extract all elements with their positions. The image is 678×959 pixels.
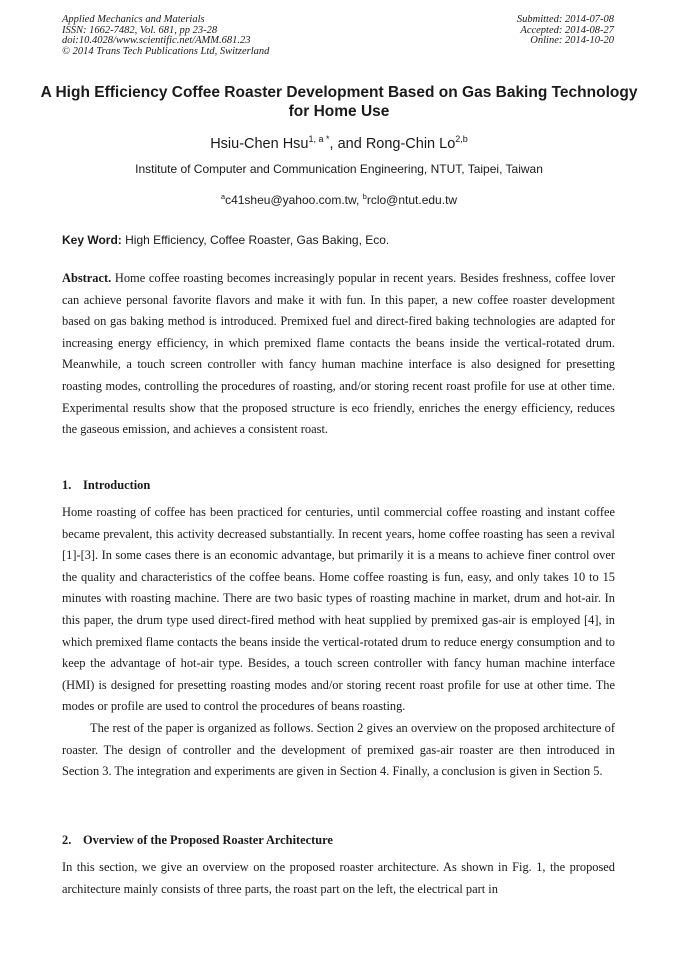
section-title: Overview of the Proposed Roaster Architecture [83, 833, 333, 847]
keywords-label: Key Word: [62, 233, 122, 247]
date-submitted: Submitted: 2014-07-08 [516, 14, 614, 25]
section-body-introduction [62, 502, 615, 783]
paragraph: The rest of the paper is organized as follows. Section 2 gives an overview on the proposed architecture of roaster. The design of controller and the development of premixed gas-air roaster are then introduced in Section 3. The integration and experiments are given in Section 4. Finally, a conclusion is given in Section 5. [62, 720, 615, 779]
journal-issn: ISSN: 1662-7482, Vol. 681, pp 23-28 [62, 24, 218, 36]
section-heading-overview [62, 833, 333, 848]
author-line [0, 130, 678, 153]
journal-name: Applied Mechanics and Materials [62, 14, 205, 25]
abstract-text: Home coffee roasting becomes increasingly popular in recent years. Besides freshness, coffee lover can achieve personal favorite flavors and make it with fun. In this paper, a new coffee roaster development based on gas baking method is introduced. Premixed fuel and direct-fired baking technologies are adapted for increasing energy efficiency, in which premixed flame contacts the beans inside the vertical-rotated drum. Meanwhile, a touch screen controller with fancy human machine interface is also designed for presetting roasting modes, controlling the procedures of roasting, and/or storing recent roast profile for use at other time. Experimental results show that the proposed structure is eco friendly, enriches the energy efficiency, reduces the gaseous emission, and achieves a consistent roast. [62, 271, 615, 437]
section-heading-introduction [62, 478, 150, 493]
journal-doi: doi:10.4028/www.scientific.net/AMM.681.23 [62, 35, 251, 46]
date-online: Online: 2014-10-20 [530, 35, 614, 46]
author-1-marker: 1, a * [308, 134, 330, 144]
author-emails [0, 189, 678, 208]
publication-dates [517, 15, 614, 47]
keywords [62, 233, 622, 248]
author-2-marker: 2,b [455, 134, 468, 144]
abstract-label: Abstract. [62, 271, 112, 285]
section-number: 2. [62, 833, 72, 847]
author-2: Rong-Chin Lo [365, 135, 456, 152]
paragraph: In this section, we give an overview on the proposed roaster architecture. As shown in Fig. 1, the proposed architecture mainly consists of three parts, the roast part on the left, the electrical part in [62, 860, 615, 896]
keywords-text: High Efficiency, Coffee Roaster, Gas Baking, Eco. [121, 233, 390, 247]
section-title: Introduction [83, 478, 151, 492]
section-body-overview [62, 857, 615, 900]
journal-info [62, 15, 269, 57]
email-b-marker: b [362, 192, 367, 201]
affiliation: Institute of Computer and Communication Engineering, NTUT, Taipei, Taiwan [135, 162, 543, 176]
journal-copyright: © 2014 Trans Tech Publications Ltd, Switzerland [62, 45, 270, 57]
section-number: 1. [62, 478, 72, 492]
date-accepted: Accepted: 2014-08-27 [520, 24, 614, 36]
email-a-marker: a [220, 192, 226, 201]
author-separator: , and [329, 135, 366, 152]
email-b: rclo@ntut.edu.tw [366, 193, 458, 207]
author-1: Hsiu-Chen Hsu [210, 135, 309, 152]
abstract [62, 268, 615, 441]
paragraph: Home roasting of coffee has been practiced for centuries, until commercial coffee roasting and instant coffee became prevalent, this activity decreased substantially. In recent years, home coffee roasting has seen a revival [1]-[3]. In some cases there is an economic advantage, but primarily it is a means to achieve finer control over the quality and characteristics of the coffee beans. Home coffee roasting is fun, easy, and only takes 10 to 15 minutes with roasting machine. There are two basic types of roasting machine in market, drum and hot-air. In this paper, the drum type used direct-fired method with heat supplied by premixed gas-air is employed [4], in which premixed flame contacts the beans inside the vertical-rotated drum to reduce energy consumption and to keep the advantage of hot-air type. Besides, a touch screen controller with fancy human machine interface (HMI) is designed for presetting roasting modes and/or storing recent roast profile for use at other time. The modes or profile are used to control the procedures of beans roasting. [62, 505, 615, 714]
email-a: c41sheu@yahoo.com.tw, [225, 193, 363, 207]
paper-title: A High Efficiency Coffee Roaster Development Based on Gas Baking Technology for Home Use [40, 84, 638, 120]
